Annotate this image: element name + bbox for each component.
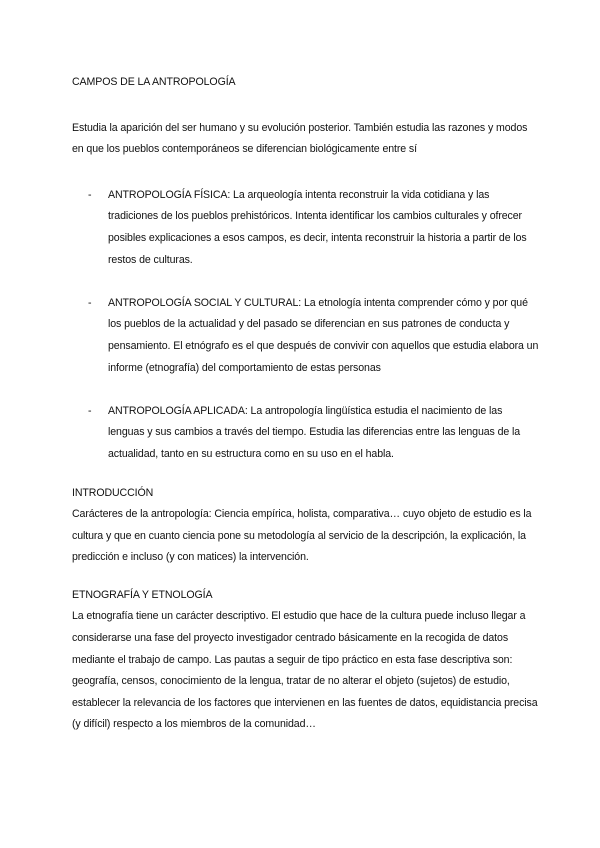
list-item-antropologia-social [72,293,540,379]
document-heading: CAMPOS DE LA ANTROPOLOGÍA [72,76,236,88]
fields-list [72,185,540,466]
intro-paragraph: Estudia la aparición del ser humano y su evolución posterior. También estudia las razones y modos en que los pueblos contemporáneos se diferencian biológicamente entre sí [72,121,528,156]
list-item-text: ANTROPOLOGÍA APLICADA: La antropología lingüística estudia el nacimiento de las lenguas y sus cambios a través del tiempo. Estudia las diferencias entre las lenguas de la actualidad, tanto en su estructura como en su uso en el habla. [108,404,521,460]
list-bullet: - [88,296,92,309]
list-item-text: ANTROPOLOGÍA FÍSICA: La arqueología intenta reconstruir la vida cotidiana y las tradiciones de los pueblos prehistóricos. Intenta identificar los cambios culturales y ofrecer posibles explicaciones a esos campos, es decir, intenta reconstruir la historia a partir de los restos de culturas. [108,188,527,266]
introduccion-title: INTRODUCCIÓN [72,486,154,499]
etnografia-body: La etnografía tiene un carácter descriptivo. El estudio que hace de la cultura puede incluso llegar a considerarse una fase del proyecto investigador centrado básicamente en la recogida de datos mediante el trabajo de campo. Las pautas a seguir de tipo práctico en esta fase descriptiva son: geografía, censos, conocimiento de la lengua, tratar de no alterar el objeto (sujetos) de estudio, establecer la relevancia de los factores que intervienen en las fuentes de datos, equidistancia precisa (y difícil) respecto a los miembros de la comunidad… [72,610,538,731]
list-item-antropologia-fisica [72,185,540,271]
introduccion-body: Carácteres de la antropología: Ciencia empírica, holista, comparativa… cuyo objeto de estudio es la cultura y que en cuanto ciencia pone su metodología al servicio de la descripción, la explicación, la predicción e incluso (y con matices) la intervención. [72,508,532,564]
list-bullet: - [88,188,92,201]
list-bullet: - [88,404,92,417]
list-item-antropologia-aplicada [72,401,540,466]
etnografia-title: ETNOGRAFÍA Y ETNOLOGÍA [72,588,213,601]
list-item-text: ANTROPOLOGÍA SOCIAL Y CULTURAL: La etnología intenta comprender cómo y por qué los pueblos de la actualidad y del pasado se diferencian en sus patrones de conducta y pensamiento. El etnógrafo es el que después de convivir con aquellos que estudia elabora un informe (etnografía) del comportamiento de estas personas [108,296,539,374]
